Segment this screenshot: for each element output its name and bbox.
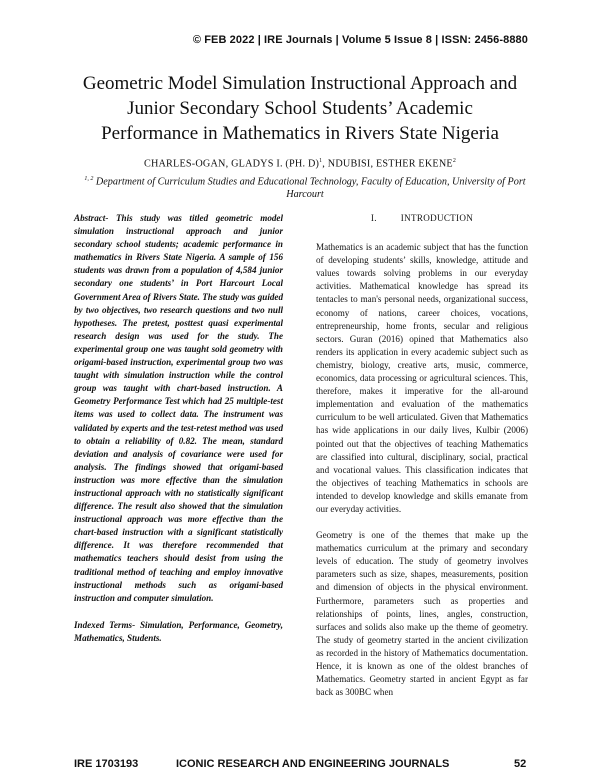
- author-2-affil-mark: 2: [452, 158, 457, 164]
- author-2: , NDUBISI, ESTHER EKENE: [322, 158, 453, 170]
- affiliation-mark: 1, 2: [84, 176, 94, 182]
- index-terms: Indexed Terms- Simulation, Performance, Geometry, Mathematics, Students.: [74, 619, 283, 643]
- author-1-affil-mark: 1: [319, 158, 323, 164]
- section-number: I.: [370, 213, 377, 223]
- title-line-3: Performance in Mathematics in Rivers State Nigeria: [101, 123, 499, 144]
- footer-page-number: 52: [514, 758, 527, 770]
- footer-paper-id: IRE 1703193: [74, 758, 139, 770]
- left-column: [74, 212, 283, 645]
- author-list: [0, 158, 600, 169]
- journal-header: © FEB 2022 | IRE Journals | Volume 5 Issue 8 | ISSN: 2456-8880: [192, 34, 528, 46]
- abstract: Abstract- This study was titled geometric model simulation instructional approach and junior secondary school students; academic performance in mathematics in Rivers State Nigeria. A sample of 156 students was drawn from a population of 4,584 junior secondary one students’ in Port Harcourt Local Government Area of Rivers State. The study was guided by two objectives, two research questions and two null hypotheses. The pretest, posttest quasi experimental research design was used for the study. The experimental group one was taught sold geometry with origami-based instruction, experimental group two was taught with simulation instruction while the control group was taught with chart-based instruction. A Geometry Performance Test which had 25 multiple-test items was used to collect data. The instrument was validated by experts and the test-retest method was used to obtain a reliability of 0.82. The mean, standard deviation and analysis of covariance were used for analysis. The findings showed that origami-based instruction was more effective than the simulation instructional approach with no statistically significant difference. The result also showed that the simulation instructional approach was more effective than the chart-based instruction with a significant statistically difference. It was therefore recommended that mathematics teachers should desist from using the traditional method of teaching and employ innovative instructional methods such as origami-based instruction and computer simulation.: [74, 213, 283, 603]
- footer-journal-name: ICONIC RESEARCH AND ENGINEERING JOURNALS: [176, 758, 450, 770]
- author-1: CHARLES-OGAN, GLADYS I. (PH. D): [143, 158, 320, 170]
- title-line-1: Geometric Model Simulation Instructional Approach and: [82, 73, 518, 94]
- title-line-2: Junior Secondary School Students’ Academic: [127, 98, 473, 119]
- section-heading: [316, 212, 528, 225]
- paper-title: [50, 71, 550, 146]
- intro-paragraph-2: Geometry is one of the themes that make up the mathematics curriculum at the primary and secondary levels of education. The study of geometry involves parameters such as size, shapes, measurements, position and dimension of objects in the physical environment. Furthermore, parameters such as properties and relationships of points, lines, angles, construction, surfaces and solids also make up the theme of geometry. The study of geometry started in the ancient civilization as recorded in the history of Mathematics documentation. Hence, it is known as one of the oldest branches of Mathematics. Geometry started in ancient Egypt as far back as 300BC when: [316, 530, 528, 698]
- affiliation-text: Department of Curriculum Studies and Educational Technology, Faculty of Education, University of Port Harcourt: [93, 176, 526, 201]
- right-column: [316, 212, 528, 712]
- intro-paragraph-1: Mathematics is an academic subject that has the function of developing students’ skills, knowledge, attitude and values towards solving problems in our everyday activities. Mathematical knowledge has spread its tentacles to man's personal needs, organizational success, economy of nations, career choices, vocations, entrepreneurship, home fronts, secular and religious sectors. Guran (2016) opined that Mathematics also renders its application in every academic subject such as chemistry, biology, creative arts, music, commerce, economics, data processing or agricultural sciences. This, therefore, makes it imperative for the all-around implementation and evaluation of the mathematics curriculum to be well articulated. Given that Mathematics has wide applications in our daily lives, Kulbir (2006) pointed out that the objectives of teaching Mathematics are classified into cultural, disciplinary, social, practical and vocational values. This classification indicates that the objectives of teaching Mathematics in schools are intended to develop knowledge and skills emanate from our everyday activities.: [316, 242, 528, 514]
- section-title: INTRODUCTION: [400, 213, 474, 223]
- affiliation: [70, 173, 540, 201]
